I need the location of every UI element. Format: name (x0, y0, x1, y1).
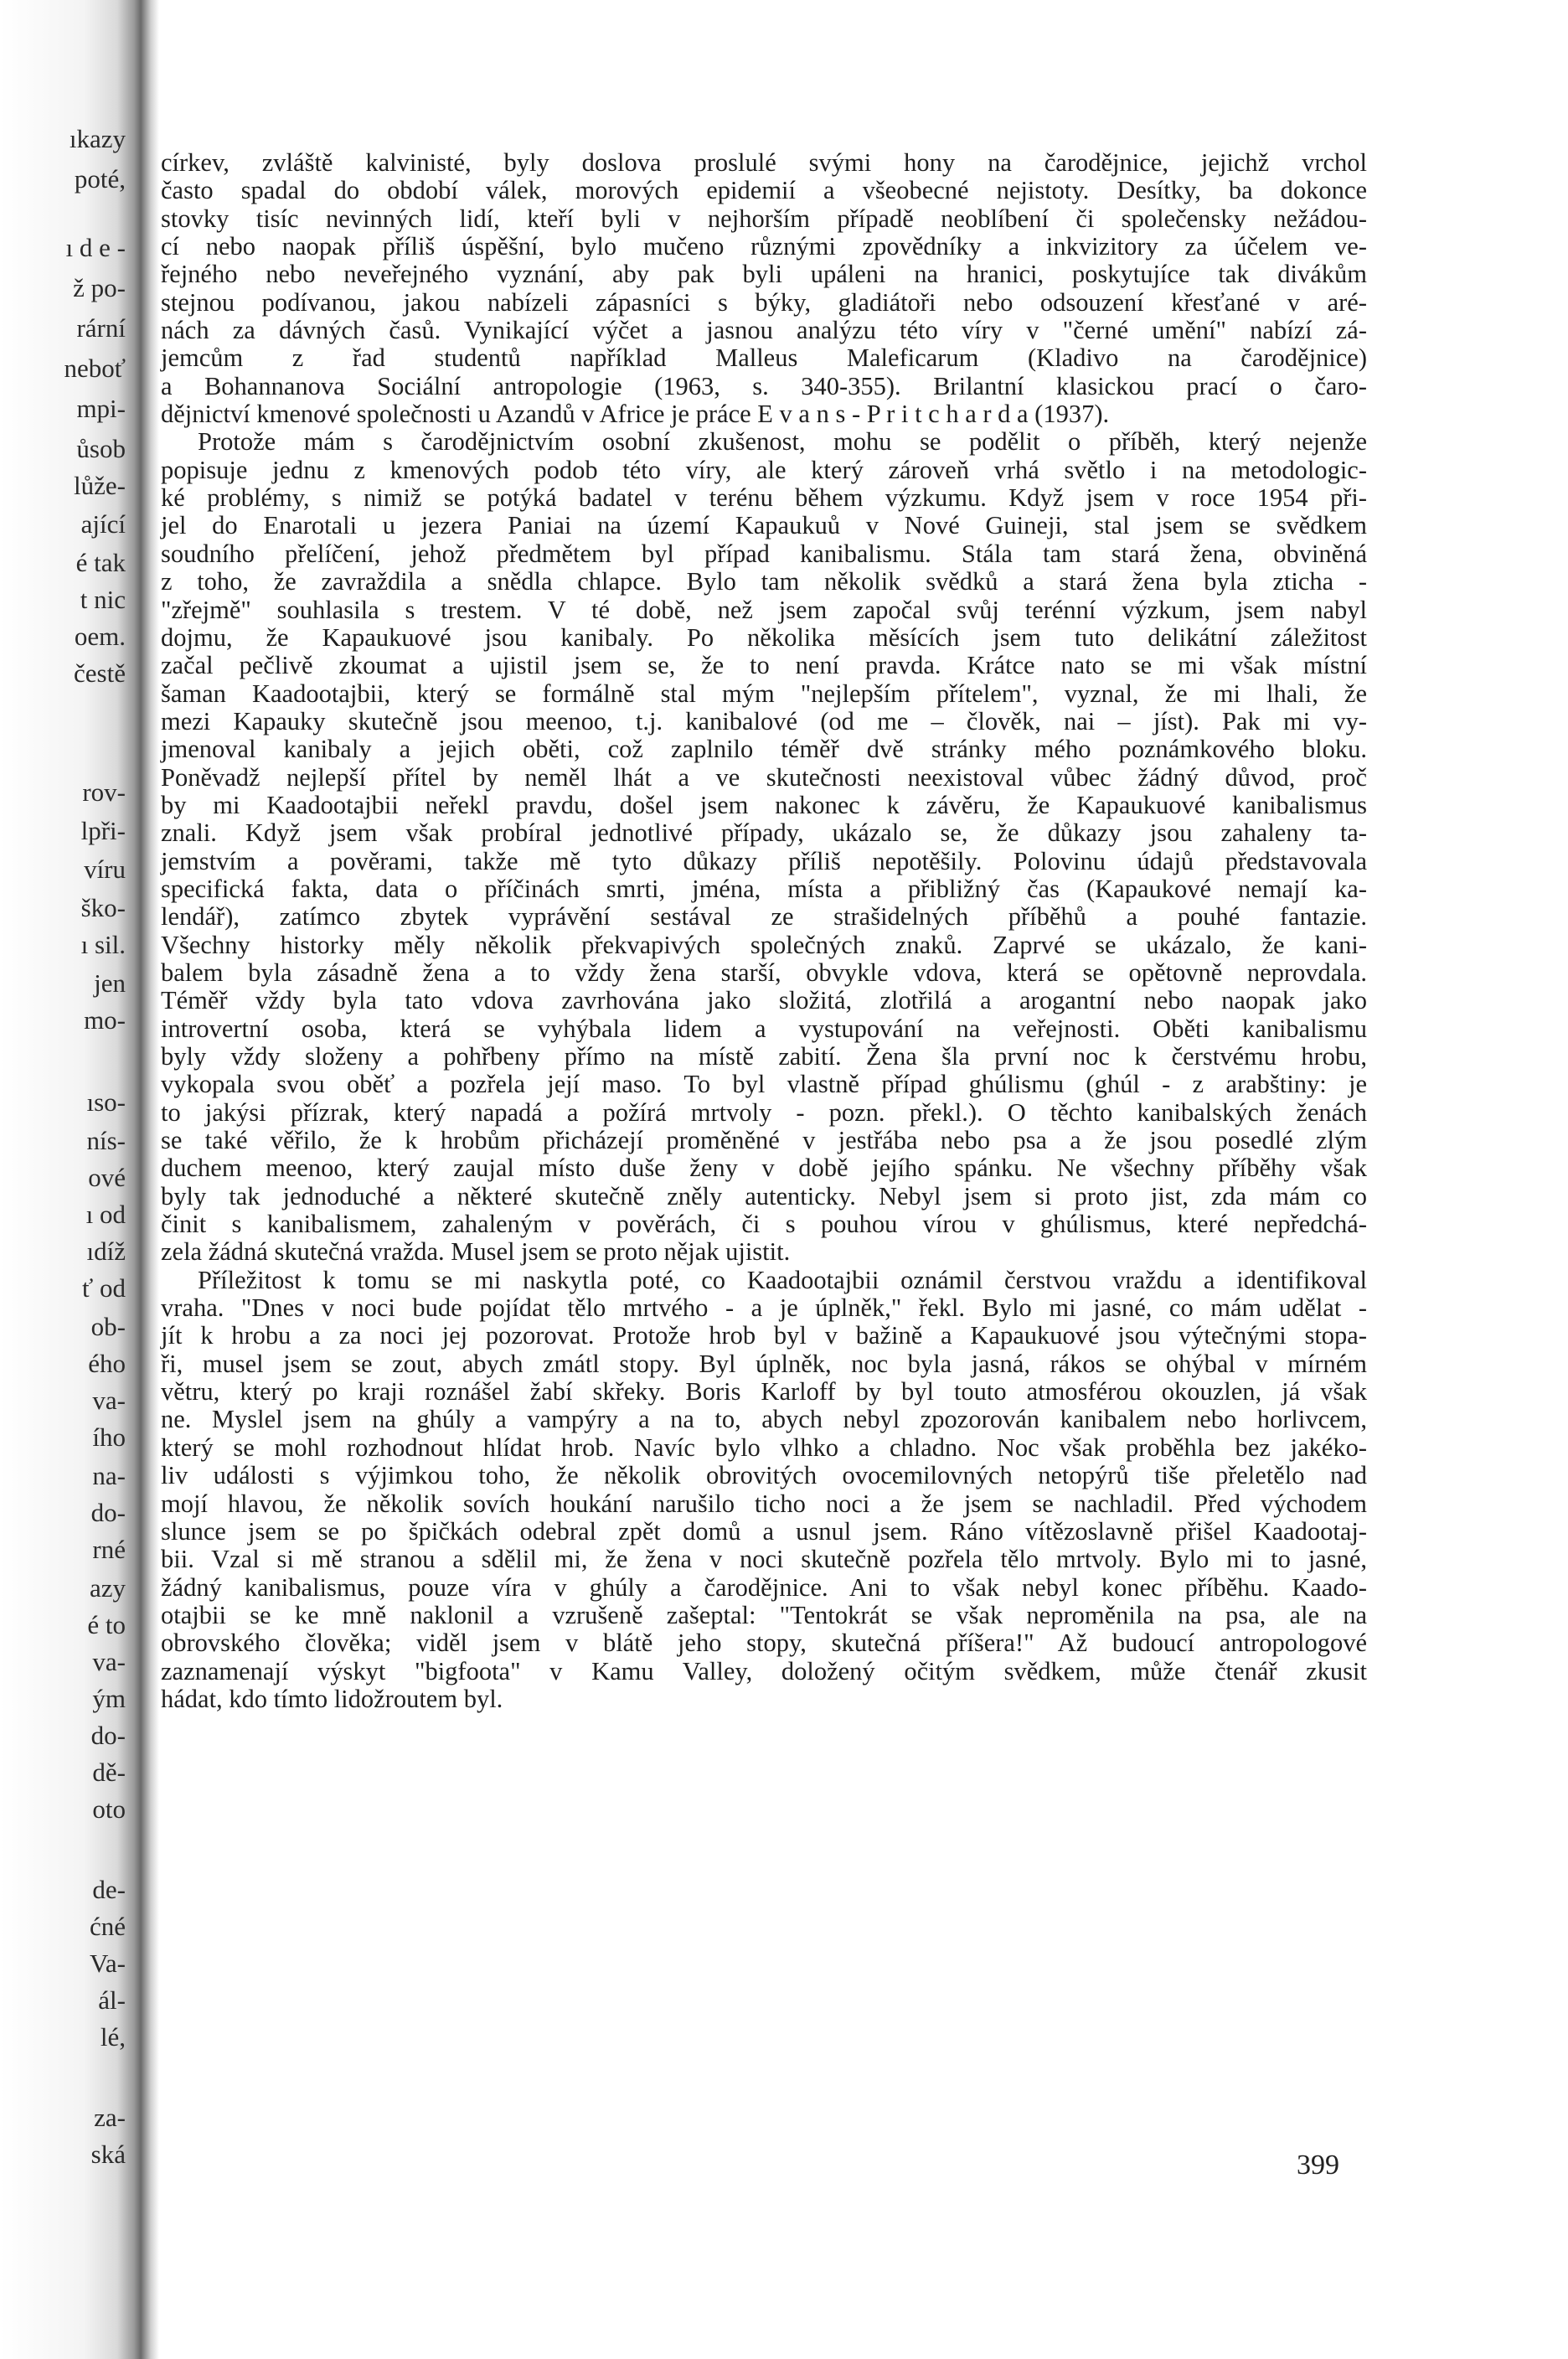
previous-page-fragment: ská (90, 2140, 126, 2169)
text-line: hádat, kdo tímto lidožroutem byl. (161, 1684, 503, 1713)
previous-page-fragment: ıso- (86, 1087, 126, 1117)
text-line: začal pečlivě zkoumat a ujistil jsem se, že to není pravda. Krátce nato se mi však místní (161, 651, 1367, 680)
text-line: specifická fakta, data o příčinách smrti, jména, místa a přibližný čas (Kapaukové nemají ka- (161, 874, 1367, 903)
text-line: slunce jsem se po špičkách odebral zpět domů a usnul jsem. Ráno vítězoslavně přišel Kaadootaj- (161, 1516, 1367, 1546)
text-line: duchem meenoo, který zaujal místo duše ženy v době jejího spánku. Ne všechny příběhy však (161, 1154, 1367, 1183)
previous-page-fragment: ť od (82, 1273, 126, 1303)
text-line: který se mohl rozhodnout hlídat hrob. Navíc bylo vlhko a chladno. Noc však proběhla bez jakéko- (161, 1432, 1367, 1462)
text-line: to jakýsi přízrak, který napadá a požírá mrtvoly - pozn. překl.). O těchto kanibalských ženách (161, 1097, 1367, 1127)
text-line: často spadal do období válek, morových epidemií a všeobecné nejistoty. Desítky, ba dokonce (161, 176, 1367, 205)
text-line: vykopala svou oběť a pozřela její maso. To byl vlastně případ ghúlismu (ghúl - z arabštiny: je (161, 1070, 1367, 1099)
text-line: církev, zvláště kalvinisté, byly doslova proslulé svými hony na čarodějnice, jejichž vrchol (161, 148, 1367, 177)
previous-page-fragment: ál- (98, 1985, 126, 2015)
text-line: ři, musel jsem se zout, abych zmátl stopy. Byl úplněk, noc byla jasná, rákos se ohýbal v mírném (161, 1349, 1367, 1378)
text-line: Poněvadž nejlepší přítel by neměl lhát a ve skutečnosti neexistoval vůbec žádný důvod, proč (161, 762, 1367, 792)
previous-page-fragment: ıkazy (69, 124, 126, 153)
previous-page-fragment: za- (94, 2103, 126, 2132)
previous-page-fragment: oem. (74, 622, 126, 651)
previous-page-fragment: de- (92, 1875, 126, 1904)
text-line: "zřejmě" souhlasila s trestem. V té době, než jsem započal svůj terénní výzkum, jsem nabyl (161, 595, 1367, 624)
text-line: dějnictví kmenové společnosti u Azandů v Africe je práce E v a n s - P r i t c h a r d a (1937). (161, 400, 1110, 429)
text-line: Protože mám s čarodějnictvím osobní zkušenost, mohu se podělit o příběh, který nejenže (198, 427, 1367, 457)
text-line: zela žádná skutečná vražda. Musel jsem se proto nějak ujistit. (161, 1237, 791, 1267)
text-line: byly vždy složeny a pohřbeny přímo na místě zabití. Žena šla první noc k čerstvému hrobu, (161, 1042, 1367, 1071)
previous-page-fragment: jen (94, 968, 126, 998)
previous-page-fragment: ıdíž (86, 1236, 126, 1266)
text-line: ké problémy, s nimiž se potýká badatel v terénu během výzkumu. Když jsem v roce 1954 při- (161, 483, 1367, 513)
previous-page-fragment: lé, (100, 2022, 126, 2052)
text-line: liv události s výjimkou toho, že několik obrovitých ovocemilovných netopýrů tiše přeletělo nad (161, 1461, 1367, 1490)
text-line: vraha. "Dnes v noci bude pojídat tělo mrtvého - a je úplněk," řekl. Bylo mi jasné, co mám udělat - (161, 1293, 1367, 1323)
previous-page-fragment: ího (92, 1422, 126, 1452)
previous-page-fragment: Va- (89, 1949, 126, 1978)
text-line: byly tak jednoduché a některé skutečně zněly autenticky. Nebyl jsem si proto jist, zda mám co (161, 1181, 1367, 1210)
previous-page-fragment: ůsob (76, 434, 126, 463)
previous-page-fragment: nís- (86, 1126, 126, 1155)
text-line: Příležitost k tomu se mi naskytla poté, co Kaadootajbii oznámil čerstvou vraždu a identifikoval (198, 1265, 1367, 1294)
text-line: bii. Vzal si mě stranou a sdělil mi, že žena v noci skutečně pozřela tělo mrtvoly. Bylo mi to jasné, (161, 1545, 1367, 1574)
previous-page-fragment: ž po- (73, 273, 126, 302)
previous-page-fragment: ško- (80, 893, 126, 922)
text-line: otajbii se ke mně naklonil a vzrušeně zašeptal: "Tentokrát se však neproměnila na psa, ale na (161, 1600, 1367, 1629)
previous-page-fragment: do- (90, 1721, 126, 1750)
text-line: zaznamenají výskyt "bigfoota" v Kamu Valley, doložený očitým svědkem, může čtenář zkusit (161, 1656, 1367, 1685)
previous-page-fragment: va- (92, 1647, 126, 1676)
text-line: se také věřilo, že k hrobům přicházejí proměněné v jestřába nebo psa a že jsou posedlé zlým (161, 1126, 1367, 1155)
text-line: balem byla zásadně žena a to vždy žena starší, obvykle vdova, která se opětovně neprovdala. (161, 958, 1367, 987)
text-line: mezi Kapauky skutečně jsou meenoo, t.j. kanibalové (od me – člověk, nai – jíst). Pak mi vy- (161, 706, 1367, 736)
previous-page-fragment: dě- (92, 1758, 126, 1787)
previous-page-fragment: oto (92, 1794, 126, 1824)
previous-page-fragment: ob- (90, 1312, 126, 1341)
previous-page-fragment: t nic (80, 585, 126, 614)
text-line: jemstvím a pověrami, takže mě tyto důkazy příliš nepotěšily. Polovinu údajů představovala (161, 846, 1367, 875)
previous-page-fragment: mo- (84, 1005, 126, 1035)
previous-page-column (0, 124, 126, 2169)
text-line: větru, který po kraji roznášel žabí skřeky. Boris Karloff by byl touto atmosférou okouzlen, já však (161, 1377, 1367, 1407)
text-line: by mi Kaadootajbii neřekl pravdu, došel jsem nakonec k závěru, že Kapaukuové kanibalismus (161, 790, 1367, 819)
text-line: znali. Když jsem však probíral jednotlivé případy, ukázalo se, že důkazy jsou zahaleny ta- (161, 818, 1367, 848)
text-line: Téměř vždy byla tato vdova zavrhována jako složitá, zlotřilá a arogantní nebo naopak jako (161, 986, 1367, 1015)
text-line: introvertní osoba, která se vyhýbala lidem a vystupování na veřejnosti. Oběti kanibalismu (161, 1014, 1367, 1043)
previous-page-fragment: ým (92, 1684, 126, 1713)
text-line: soudního přelíčení, jehož předmětem byl případ kanibalismu. Stála tam stará žena, obviněná (161, 539, 1367, 568)
text-line: ne. Myslel jsem na ghúly a vampýry a na to, abych nebyl zpozorován kanibalem nebo horlivcem, (161, 1405, 1367, 1434)
previous-page-fragment: ající (80, 509, 126, 539)
text-line: řejného nebo neveřejného vyznání, aby pak byli upáleni na hranici, poskytujíce tak divákům (161, 260, 1367, 289)
previous-page-fragment: lůže- (74, 471, 126, 500)
previous-page-fragment: víru (84, 854, 126, 884)
previous-page-fragment: mpi- (76, 394, 126, 423)
previous-page-fragment: é tak (75, 548, 126, 577)
text-line: šaman Kaadootajbii, který se formálně stal mým "nejlepším přítelem", vyznal, že mi lhali, že (161, 679, 1367, 708)
text-line: mojí hlavou, že několik sovích houkání narušilo ticho noci a že jsem se nachladil. Před východem (161, 1489, 1367, 1518)
previous-page-fragment: na- (92, 1461, 126, 1490)
page-number: 399 (1297, 2150, 1339, 2181)
previous-page-fragment: neboť (64, 354, 126, 383)
text-line: obrovského člověka; viděl jsem v blátě jeho stopy, skutečná příšera!" Až budoucí antropologové (161, 1629, 1367, 1658)
previous-page-fragment: rov- (82, 777, 126, 807)
text-line: a Bohannanova Sociální antropologie (1963, s. 340-355). Brilantní klasickou prací o čaro- (161, 371, 1367, 400)
previous-page-fragment: ı od (85, 1200, 126, 1229)
text-line: lendář), zatímco zbytek vyprávění sestával ze strašidelných příběhů a pouhé fantazie. (161, 902, 1367, 932)
previous-page-fragment: rární (76, 313, 126, 343)
previous-page-fragment: rné (92, 1535, 126, 1564)
previous-page-fragment: lpři- (80, 816, 126, 845)
previous-page-fragment: ové (88, 1163, 126, 1192)
previous-page-fragment: ı sil. (80, 930, 126, 959)
previous-page-fragment: ého (88, 1349, 126, 1378)
previous-page-fragment: é to (87, 1610, 126, 1639)
text-line: činit s kanibalismem, zahaleným v pověrách, či s pouhou vírou v ghúlismus, které nepředchá- (161, 1210, 1367, 1239)
text-line: žádný kanibalismus, pouze víra v ghúly a čarodějnice. Ani to však nebyl konec příběhu. Kaado- (161, 1572, 1367, 1602)
previous-page-fragment: ćné (89, 1912, 126, 1941)
text-line: jemcům z řad studentů například Malleus Maleficarum (Kladivo na čarodějnice) (161, 343, 1367, 373)
previous-page-fragment: ı d e - (65, 233, 126, 262)
text-line: stejnou podívanou, jakou nabízeli zápasníci s býky, gladiátoři nebo odsouzení křesťané v aré- (161, 287, 1367, 317)
previous-page-fragment: poté, (74, 164, 126, 194)
body-text (161, 149, 1367, 1713)
text-line: Všechny historky měly několik překvapivých společných znaků. Zaprvé se ukázalo, že kani- (161, 930, 1367, 959)
text-line: nách za dávných časů. Vynikající výčet a jasnou analýzu této víry v "černé umění" nabízí zá- (161, 316, 1367, 345)
text-line: cí nebo naopak příliš úspěšní, bylo mučeno různými zpovědníky a inkvizitory za účelem ve- (161, 232, 1367, 261)
text-line: dojmu, že Kapaukuové jsou kanibaly. Po několika měsících jsem tuto delikátní záležitost (161, 622, 1367, 652)
text-line: popisuje jednu z kmenových podob této víry, ale který zároveň vrhá světlo i na metodologic- (161, 455, 1367, 484)
text-line: jmenoval kanibaly a jejich oběti, což zaplnilo téměř dvě stránky mého poznámkového bloku. (161, 735, 1367, 764)
text-line: stovky tisíc nevinných lidí, kteří byli v nejhorším případě neoblíbení či společensky nežádou- (161, 204, 1367, 233)
previous-page-fragment: va- (92, 1386, 126, 1415)
previous-page-fragment: do- (90, 1498, 126, 1527)
previous-page-fragment: azy (89, 1573, 126, 1603)
text-line: jít k hrobu a za noci jej pozorovat. Protože hrob byl v bažině a Kapaukuové jsou výtečnými stopa- (161, 1321, 1367, 1350)
text-line: jel do Enarotali u jezera Paniai na území Kapaukuů v Nové Guineji, stal jsem se svědkem (161, 511, 1367, 540)
text-line: z toho, že zavraždila a snědla chlapce. Bylo tam několik svědků a stará žena byla zticha - (161, 567, 1367, 596)
previous-page-fragment: čestě (74, 658, 126, 688)
